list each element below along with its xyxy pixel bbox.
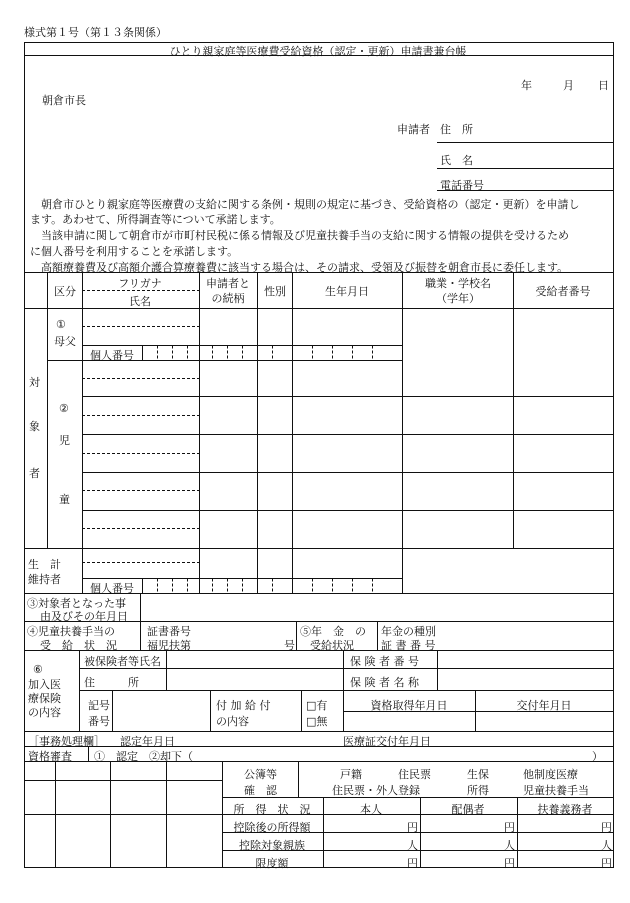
insured-name-label: 被保険者等氏名	[84, 655, 161, 668]
child-label: 児	[59, 434, 70, 447]
extra-benefit-label: の内容	[216, 715, 249, 728]
statement-line: に個人番号を利用することを承諾します。	[30, 245, 239, 258]
cert-number-suffix: 号	[284, 639, 295, 652]
insurance-label: 療保険	[28, 692, 61, 705]
addressee: 朝倉市長	[42, 94, 86, 107]
applicant-address-label: 住 所	[440, 123, 473, 136]
child-allowance-label: 受 給 状 況	[40, 639, 117, 652]
symbol-label: 記号	[88, 699, 110, 712]
header-birth: 生年月日	[325, 285, 369, 298]
income-unit: 人	[407, 839, 418, 852]
child-label: 童	[59, 493, 70, 506]
supporter-label: 生 計	[28, 558, 61, 571]
check-item-child-allowance: 児童扶養手当	[523, 784, 589, 797]
form-number-label: 様式第１号（第１３条関係）	[24, 26, 167, 39]
applicant-label: 申請者	[397, 123, 430, 136]
income-row-label: 控除後の所得額	[233, 821, 311, 834]
cert-number-prefix: 福児扶第	[147, 639, 191, 652]
applicant-phone-label: 電話番号	[440, 179, 484, 192]
statement-line: ます。あわせて、所得調査等について承諾します。	[30, 213, 281, 226]
parent-number: ①	[56, 318, 66, 331]
check-item-other-medical: 他制度医療	[523, 768, 578, 781]
header-recipient-no: 受給者番号	[535, 285, 591, 298]
income-unit: 円	[601, 857, 612, 870]
parent-label: 母父	[54, 335, 76, 348]
insurer-number-label: 保 険 者 番 号	[350, 655, 419, 668]
statement-line: 朝倉市ひとり親家庭等医療費の支給に関する条例・規則の規定に基づき、受給資格の（認定・更新）を申請し	[30, 198, 580, 211]
income-unit: 円	[407, 821, 418, 834]
cert-number-label: 証書番号	[147, 625, 191, 638]
supporter-mynumber-label: 個人番号	[90, 582, 134, 595]
target-side-label: 者	[29, 467, 40, 480]
income-unit: 人	[601, 839, 612, 852]
check-item-seiho: 生保	[467, 768, 489, 781]
pension-label: 受給状況	[310, 639, 354, 652]
target-side-label: 対	[29, 376, 40, 389]
extra-benefit-label: 付 加 給 付	[216, 699, 271, 712]
header-relation: の続柄	[211, 292, 245, 305]
insurer-name-label: 保 険 者 名 称	[350, 676, 419, 689]
issued-date-label: 交付年月日	[516, 699, 572, 712]
header-sex: 性別	[264, 285, 286, 298]
child-allowance-label: ④児童扶養手当の	[27, 625, 115, 638]
insurance-address-label: 住 所	[84, 676, 139, 689]
pension-label: ⑤年 金 の	[300, 625, 366, 638]
header-name: 氏名	[129, 295, 151, 308]
income-header-self: 本人	[360, 803, 382, 816]
child-number: ②	[59, 402, 69, 415]
date-month-label: 月	[563, 79, 574, 92]
statement-line: 高額療養費及び高額介護合算療養費に該当する場合は、その請求、受領及び振替を朝倉市長に委任します。	[30, 261, 569, 274]
office-use-label: ［事務処理欄］	[28, 735, 105, 748]
review-label: 資格審査	[28, 750, 72, 763]
income-unit: 円	[504, 821, 515, 834]
parent-mynumber-label: 個人番号	[90, 349, 134, 362]
reason-label: 由及びその年月日	[40, 610, 128, 623]
form-title: ひとり親家庭等医療費受給資格（認定・更新）申請書兼台帳	[169, 45, 467, 58]
header-job: （学年）	[436, 292, 480, 305]
income-row-label: 控除対象親族	[239, 839, 305, 852]
card-issued-date-label: 医療証交付年月日	[343, 735, 431, 748]
koubo-label: 確 認	[244, 784, 277, 797]
income-unit: 円	[504, 857, 515, 870]
applicant-name-label: 氏 名	[440, 154, 473, 167]
insurance-number: ⑥	[33, 663, 43, 676]
pension-type-label: 年金の種別	[381, 625, 436, 638]
income-unit: 人	[504, 839, 515, 852]
date-day-label: 日	[598, 79, 609, 92]
header-job: 職業・学校名	[425, 277, 491, 290]
extra-yes-checkbox[interactable]: □有	[306, 699, 328, 712]
income-header-supporter: 扶養義務者	[537, 803, 593, 816]
certified-date-label: 認定年月日	[120, 735, 175, 748]
extra-no-checkbox[interactable]: □無	[306, 715, 328, 728]
check-item-income: 所得	[467, 784, 489, 797]
header-kubun: 区分	[54, 285, 76, 298]
income-unit: 円	[407, 857, 418, 870]
check-item-koseki: 戸籍	[340, 768, 362, 781]
review-options: ① 認定 ②却下（	[94, 750, 193, 763]
insurance-label: 加入医	[28, 678, 61, 691]
header-relation: 申請者と	[206, 277, 250, 290]
insurance-label: の内容	[28, 706, 61, 719]
acquired-date-label: 資格取得年月日	[370, 699, 448, 712]
header-furigana: フリガナ	[118, 277, 162, 290]
symbol-label: 番号	[88, 715, 110, 728]
date-year-label: 年	[521, 79, 532, 92]
pension-cert-label: 証 書 番 号	[381, 639, 436, 652]
statement-line: 当該申請に関して朝倉市が市町村民税に係る情報及び児童扶養手当の支給に関する情報の提供を受けるため	[30, 229, 569, 242]
review-close-paren: ）	[592, 750, 603, 763]
target-side-label: 象	[29, 420, 40, 433]
koubo-label: 公簿等	[244, 768, 277, 781]
income-header: 所 得 状 況	[233, 803, 311, 816]
income-unit: 円	[601, 821, 612, 834]
income-row-label: 限度額	[255, 857, 289, 870]
reason-label: ③対象者となった事	[27, 597, 126, 610]
check-item-resident-foreign: 住民票・外人登録	[332, 784, 420, 797]
supporter-label: 維持者	[28, 573, 61, 586]
income-header-spouse: 配偶者	[451, 803, 485, 816]
check-item-juminhyo: 住民票	[398, 768, 431, 781]
